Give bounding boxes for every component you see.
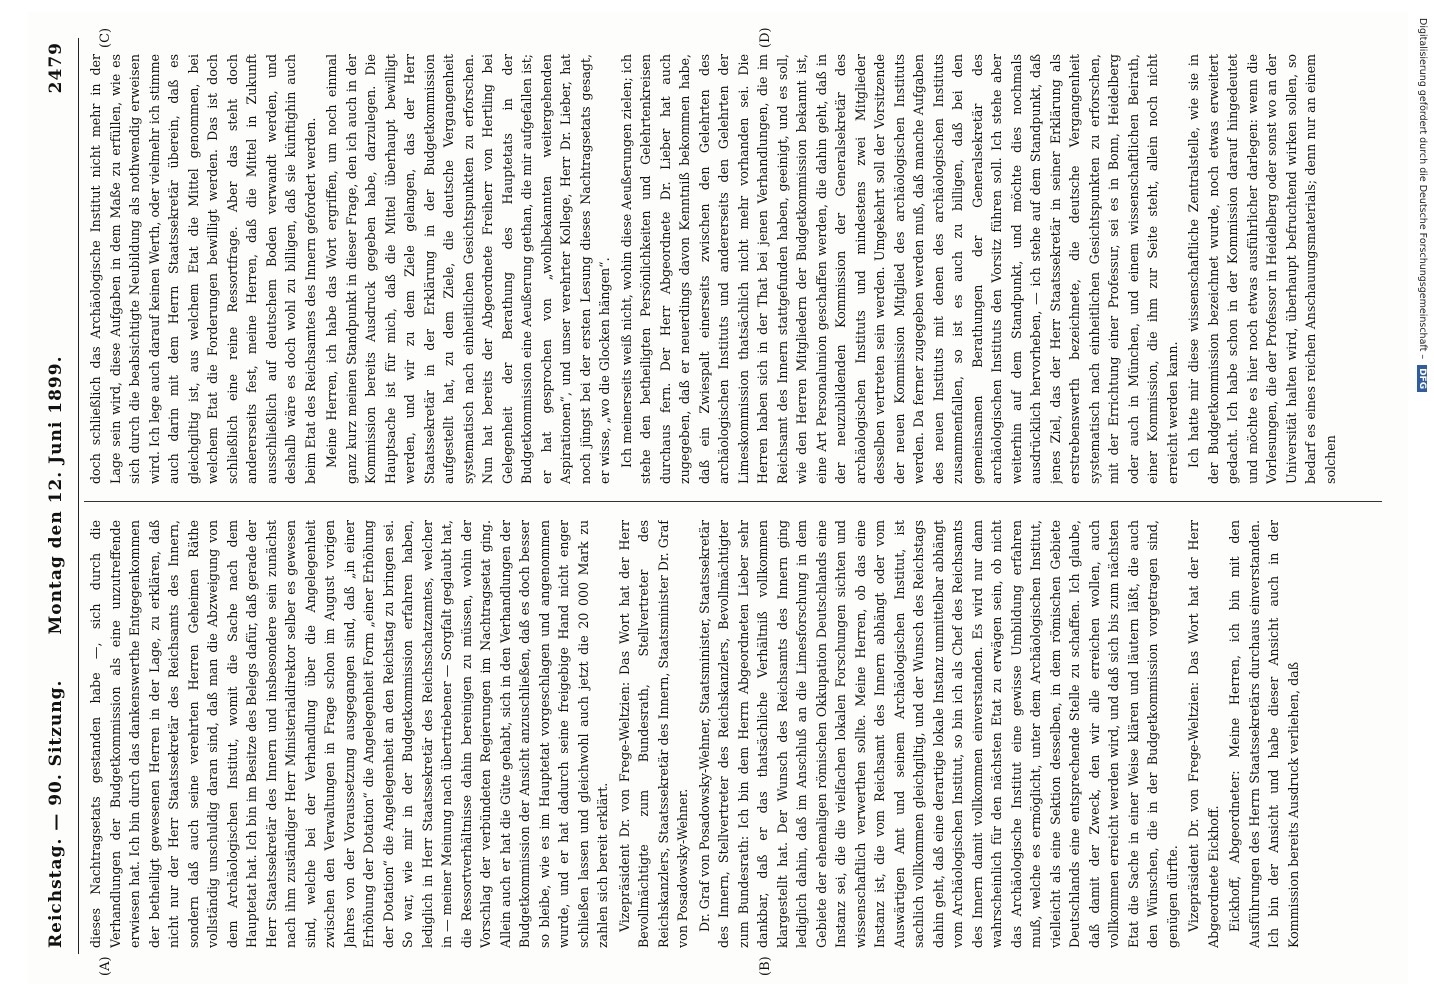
header-page-number: 2479 [46, 42, 66, 94]
paragraph: doch schließlich das Archäologische Institut nicht mehr in der Lage sein wird, diese Aufgaben in dem Maße zu erfüllen, wie es sich durch die beabsichtigte Neubildung als nothwendig erweisen wird. Ich lege auch darauf keinen Werth, oder vielmehr ich stimme auch darin mit dem Herrn Staatssekretär überein, daß es gleichgiltig ist, aus welchem Etat die Mittel genommen, bei welchem Etat die Forderungen bewilligt werden. Das ist doch schließlich eine reine Ressortfrage. Aber das steht doch andererseits fest, meine Herren, daß die Mittel in Zukunft ausschließlich auf deutschem Boden verwandt werden, und deshalb wäre es doch wohl zu billigen, daß sie künftighin auch beim Etat des Reichsamtes des Innern gefordert werden. [88, 54, 318, 484]
page-header [46, 42, 74, 948]
right-column [86, 54, 1386, 484]
paragraph: Vizepräsident Dr. von Frege-Weltzien: Das Wort hat der Herr Abgeordnete Eickhoff. [1186, 520, 1221, 948]
margin-marker-b: (B) [758, 956, 773, 976]
left-column [86, 520, 1386, 948]
header-rule [78, 38, 79, 954]
dfg-logo: DFG [1417, 365, 1427, 392]
paragraph: Ich hatte mir diese wissenschaftliche Zentralstelle, wie sie in der Budgetkommission bezeichnet wurde, noch etwas erweitert gedacht. Ich habe schon in der Kommission darauf hingedeutet und möchte es hier noch etwas ausführlicher darlegen: wenn die Vorlesungen, die der Professor in Heidelberg oder sonst wo an der Universität halten wird, überhaupt befruchtend wirken sollen, so bedarf es eines reichen Anschauungsmaterials; denn nur an einem solchen [1186, 54, 1338, 484]
digitization-credit [1412, 12, 1434, 984]
paragraph: Ich meinerseits weiß nicht, wohin diese Aeußerungen zielen; ich stehe den betheiligten Persönlichkeiten und Gelehrtenkreisen durchaus fern. Der Herr Abgeordnete Dr. Lieber hat auch zugegeben, daß er neuerdings davon Kenntniß bekommen habe, daß ein Zwiespalt einerseits zwischen den Gelehrten des archäologischen Instituts und andererseits den Gelehrten der Limeskommission thatsächlich nicht mehr vorhanden sei. Die Herren haben sich in der That bei jenen Verhandlungen, die im Reichsamt des Innern stattgefunden haben, geeinigt, und es soll, wie den Herren Mitgliedern der Budgetkommission bekannt ist, eine Art Personalunion geschaffen werden, die dahin geht, daß in der neuzubildenden Kommission der Generalsekretär des archäologischen Instituts und mindestens zwei Mitglieder desselben vertreten sein werden. Umgekehrt soll der Vorsitzende der neuen Kommission Mitglied des archäologischen Instituts werden. Da ferner zugegeben werden muß, daß manche Aufgaben des neuen Instituts mit denen des archäologischen Instituts zusammenfallen, so ist es auch zu billigen, daß bei den gemeinsamen Berathungen der Generalsekretär des archäologischen Instituts den Vorsitz führen soll. Ich stehe aber weiterhin auf dem Standpunkt, und möchte dies nochmals ausdrücklich hervorheben, — ich stehe auf dem Standpunkt, daß jenes Ziel, das der Herr Staatssekretär in seiner Erklärung als erstrebenswerth bezeichnete, die deutsche Vergangenheit systematisch nach einheitlichen Gesichtspunkten zu erforschen, mit der Errichtung einer Professur, sei es in Bonn, Heidelberg oder auch in München, und einem wissenschaftlichen Beirath, einer Kommission, die ihm zur Seite steht, allein noch nicht erreicht werden kann. [618, 54, 1180, 484]
header-session: Reichstag. — 90. Sitzung. [46, 679, 66, 948]
credit-text-wrapper [1406, 12, 1428, 990]
credit-text: Digitalisierung gefördert durch die Deutsche Forschungsgemeinschaft – [1417, 18, 1428, 360]
column-divider [84, 501, 1382, 502]
paragraph: Vizepräsident Dr. von Frege-Weltzien: Das Wort hat der Herr Bevollmächtigte zum Bundesrath, Stellvertreter des Reichskanzlers, Staatssekretär des Innern, Staatsminister Dr. Graf von Posadowsky-Wehner. [616, 520, 690, 948]
scanned-page [28, 12, 1408, 984]
paragraph: dieses Nachtragsetats gestanden habe —, sich durch die Verhandlungen der Budgetkommission als eine unzutreffende erwiesen hat. Ich bin durch das dankenswerthe Entgegenkommen der betheiligt gewesenen Herren in der Lage, zu erklären, daß nicht nur der Herr Staatssekretär des Reichsamts des Innern, sondern daß auch seine verehrten Herren Geheimen Räthe vollständig unschuldig daran sind, daß man die Abzweigung von dem Archäologischen Institut, womit die Sache nach dem Hauptetat hat. Ich bin im Besitze des Belegs dafür, daß gerade der Herr Staatssekretär des Innern und insbesondere sein zunächst nach ihm zuständiger Herr Ministerialdirektor selber es gewesen sind, welche bei der Verhandlung über die Angelegenheit zwischen den Verwaltungen in Frage schon im August vorigen Jahres von der Voraussetzung ausgegangen sind, daß „in einer Erhöhung der Dotation“ die Angelegenheit Form „einer Erhöhung der Dotation“ die Angelegenheit an den Reichstag zu bringen sei. So war, wie mir in der Budgetkommission erfahren haben, lediglich in Herr Staatssekretär des Reichsschatzamtes, welcher in — meiner Meinung nach übertriebener — Sorgfalt geglaubt hat, die Ressortverhältnisse dahin bereinigen zu müssen, wohin der Vorschlag der verbündeten Regierungen im Nachtragsetat ging. Allein auch er hat die Güte gehabt, sich in den Verhandlungen der Budgetkommission der Ansicht anzuschließen, daß es doch besser so bleibe, wie es im Hauptetat vorgeschlagen und angenommen wurde, und er hat dadurch seine freigebige Hand nicht enger schließen lassen und gleichwohl auch jetzt die 20 000 Mark zu zahlen sich bereit erklärt. [88, 520, 610, 948]
margin-marker-d: (D) [758, 27, 773, 48]
rotated-page-content [28, 12, 1408, 984]
paragraph: Eickhoff, Abgeordneter: Meine Herren, ich bin mit den Ausführungen des Herrn Staatssekretärs durchaus einverstanden. Ich bin der Ansicht und habe dieser Ansicht auch in der Kommission bereits Ausdruck verliehen, daß [1227, 520, 1301, 948]
header-date: Montag den 12. Juni 1899. [46, 355, 66, 635]
paragraph: Dr. Graf von Posadowsky-Wehner, Staatsminister, Staatssekretär des Innern, Stellvertreter des Reichskanzlers, Bevollmächtigter zum Bundesrath: Ich bin dem Herrn Abgeordneten Lieber sehr dankbar, daß er das thatsächliche Verhältniß vollkommen klargestellt hat. Der Wunsch des Reichsamts des Innern ging lediglich dahin, daß im Anschluß an die Limesforschung in dem Gebiete der ehemaligen römischen Okkupation Deutschlands eine Instanz sei, die die vielfachen lokalen Forschungen sichten und wissenschaftlich verwerthen sollte. Meine Herren, ob das eine Instanz ist, die vom Reichsamt des Innern abhängt oder vom Auswärtigen Amt und seinem Archäologischen Institut, ist sachlich vollkommen gleichgiltig, und der Wunsch des Reichstags dahin geht, daß eine derartige lokale Instanz unmittelbar abhängt vom Archäologischen Institut, so bin ich als Chef des Reichsamts des Innern damit vollkommen einverstanden. Es wird nur dann wahrscheinlich für den nächsten Etat zu erwägen sein, ob nicht das Archäologische Institut eine gewisse Umbildung erfahren muß, welche es ermöglicht, unter dem Archäologischen Institut, vielleicht als eine Sektion desselben, in dem römischen Gebiete Deutschlands eine entsprechende Stelle zu schaffen. Ich glaube, daß damit der Zweck, den wir alle erreichen wollen, auch vollkommen erreicht werden wird, und daß sich bis zum nächsten Etat die Sache in einer Weise klären und läutern läßt, die auch den Wünschen, die in der Budgetkommission vorgetragen sind, genügen dürfte. [696, 520, 1180, 948]
margin-marker-c: (C) [98, 27, 113, 48]
paragraph: Meine Herren, ich habe das Wort ergriffen, um noch einmal ganz kurz meinen Standpunkt in dieser Frage, den ich auch in der Kommission bereits Ausdruck gegeben habe, darzulegen. Die Hauptsache ist für mich, daß die Mittel überhaupt bewilligt werden, und wir zu dem Ziele gelangen, das der Herr Staatssekretär in der Erklärung in der Budgetkommission aufgestellt hat, zu dem Ziele, die deutsche Vergangenheit systematisch nach einheitlichen Gesichtspunkten zu erforschen. Nun hat bereits der Abgeordnete Freiherr von Hertling bei Gelegenheit der Berathung des Hauptetats in der Budgetkommission eine Aeußerung gethan, die mir aufgefallen ist; er hat gesprochen von „wohlbekannten weitergehenden Aspirationen“, und unser verehrter Kollege, Herr Dr. Lieber, hat noch jüngst bei der ersten Lesung dieses Nachtragsetats gesagt, er wisse, „wo die Glocken hängen“. [324, 54, 612, 484]
margin-marker-a: (A) [98, 956, 113, 976]
